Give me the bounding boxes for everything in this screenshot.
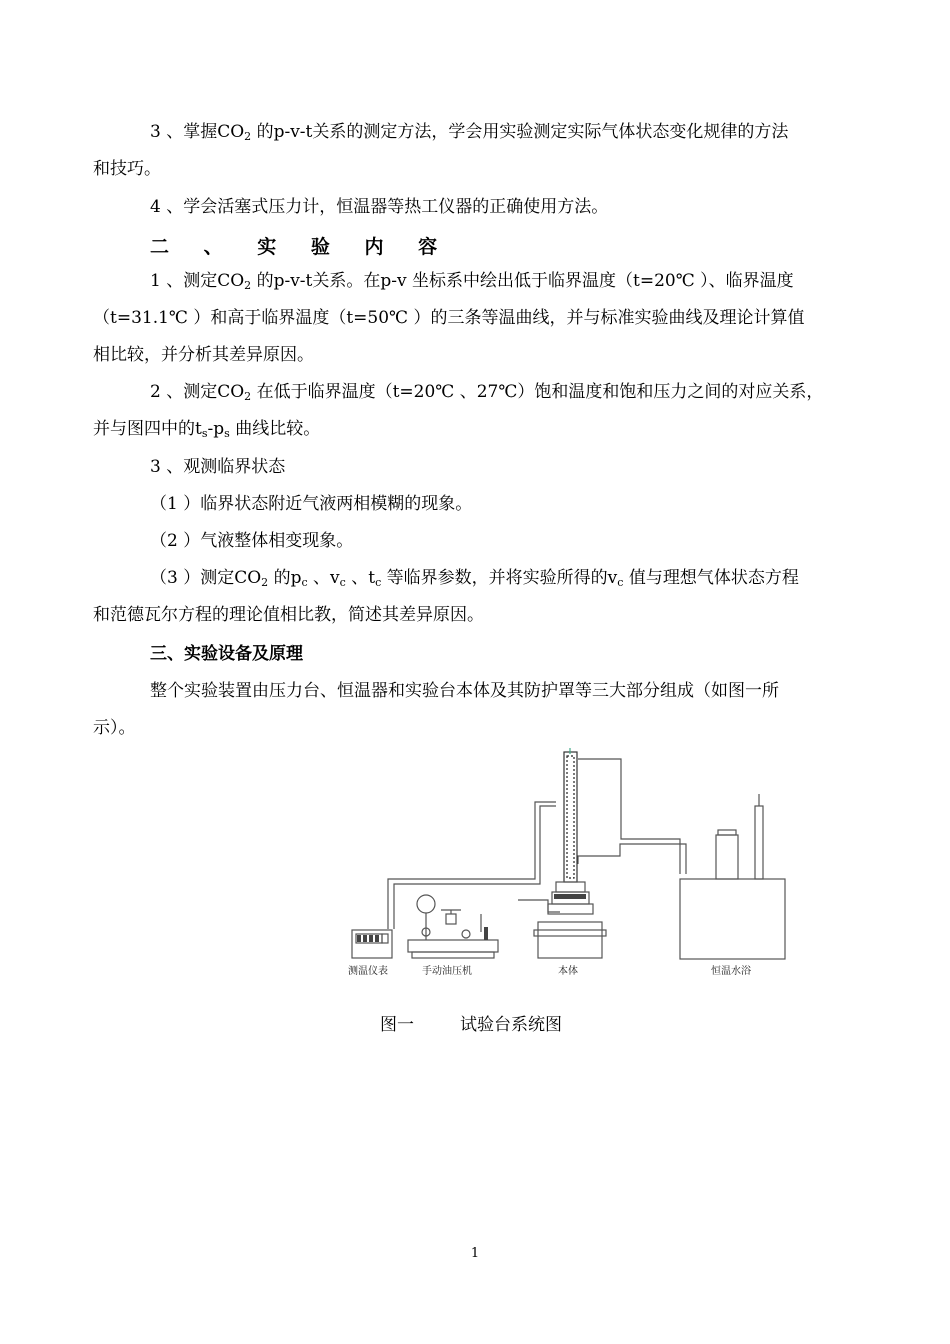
s2-sub2: （2 ）气液整体相变现象。 bbox=[150, 531, 354, 551]
s3-para-line2: 示）。 bbox=[93, 718, 136, 738]
s2-sub1: （1 ）临界状态附近气液两相模糊的现象。 bbox=[150, 494, 473, 514]
s2-item1-line2: （t=31.1℃ ）和高于临界温度（t=50℃ ）的三条等温曲线，并与标准实验曲线及理论计算值 相比较，并分析其差异原因。 bbox=[93, 308, 805, 365]
s2-sub3-line2: 和范德瓦尔方程的理论值相比教，简述其差异原因。 bbox=[93, 605, 484, 625]
s2-sub3: （3 ）测定$CO_2$ 的$p_c$ 、$v_c$ 、$t_c$ 等临界参数，并将实验所得的$v_c$ 值与理想气体状态方程 bbox=[150, 568, 799, 589]
label-body: 本体 bbox=[558, 966, 578, 977]
s1-item4: 4 、学会活塞式压力计，恒温器等热工仪器的正确使用方法。 bbox=[150, 197, 609, 217]
page-number: 1 bbox=[470, 1246, 480, 1261]
s1-item3-cont: 和技巧。 bbox=[93, 159, 161, 179]
section3-heading: 三、实验设备及原理 bbox=[150, 644, 303, 664]
s2-item1: 1 、测定$CO_2$ 的p-v-t关系。在p-v 坐标系中绘出低于临界温度（t=20℃ ）、临界温度 bbox=[150, 271, 794, 292]
apparatus-diagram bbox=[338, 744, 798, 984]
s2-item2-line2: 并与图四中的$t_s-p_s$ 曲线比较。 bbox=[93, 419, 321, 440]
label-bath: 恒温水浴 bbox=[711, 966, 751, 977]
s3-para: 整个实验装置由压力台、恒温器和实验台本体及其防护罩等三大部分组成（如图一所 bbox=[150, 681, 779, 701]
s1-item3: 3 、掌握$CO_2$ 的p-v-t关系的测定方法，学会用实验测定实际气体状态变化规律的方法 bbox=[150, 122, 789, 143]
s2-item2: 2 、测定$CO_2$ 在低于临界温度（t=20℃ 、27℃）饱和温度和饱和压力之间的对应关系， bbox=[150, 382, 824, 403]
label-thermometer: 测温仪表 bbox=[348, 966, 388, 977]
section2-heading: 二 、 实 验 内 容 bbox=[150, 236, 452, 258]
s2-item3: 3 、观测临界状态 bbox=[150, 457, 286, 477]
label-pump: 手动油压机 bbox=[422, 966, 472, 977]
caption-number: 图一 bbox=[380, 1015, 414, 1035]
caption-title: 试验台系统图 bbox=[460, 1015, 562, 1035]
figure-caption bbox=[380, 1010, 562, 1040]
